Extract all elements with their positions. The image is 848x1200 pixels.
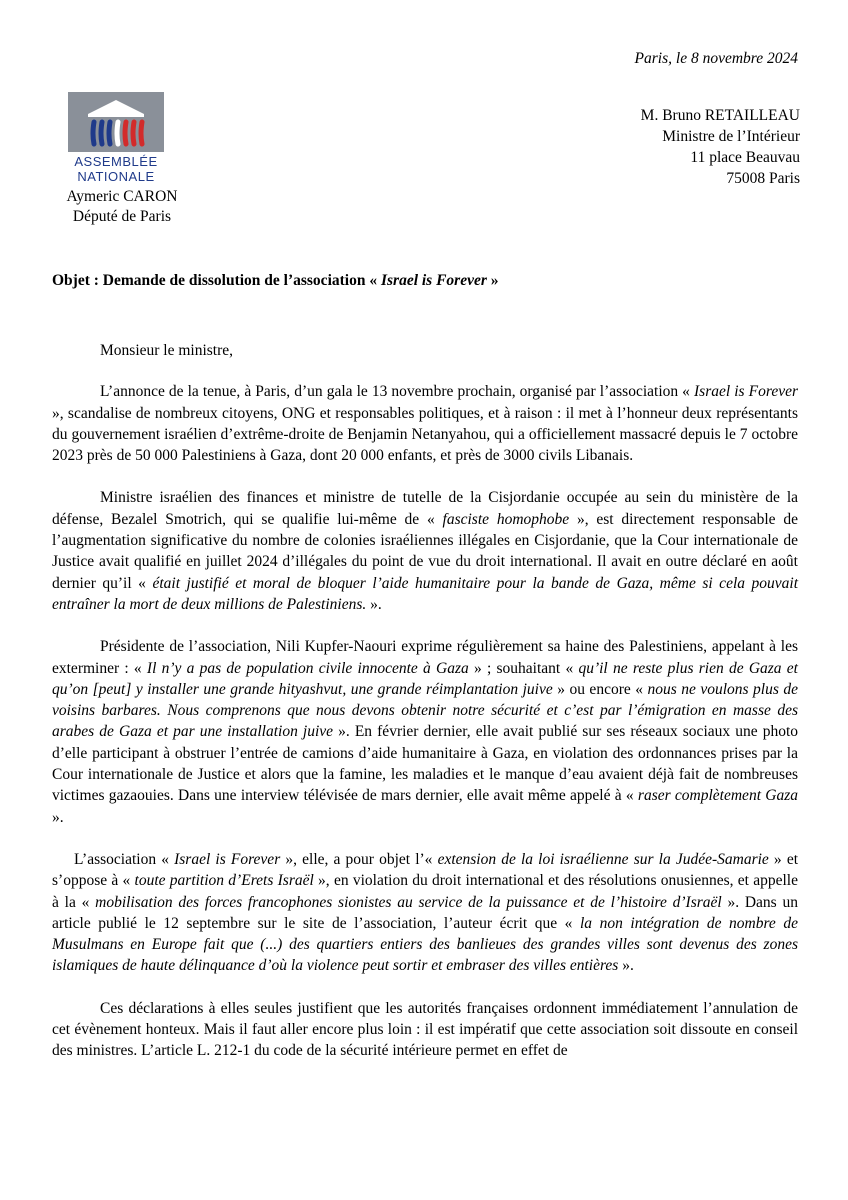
sender-block (52, 187, 192, 227)
paragraph-5: Ces déclarations à elles seules justifient que les autorités françaises ordonnent immédiatement l’annulation de cet évènement honteux. Mais il faut aller encore plus loin : il est impératif que cette association soit dissoute en conseil des ministres. L’article L. 212-1 du code de la sécurité intérieure permet en effet de (52, 999, 798, 1060)
p1-italic-b: Israel is Forever (694, 383, 798, 401)
p2-text-c: », est directement responsable de l’augmentation significative du nombre de colonies israéliennes illégales en Cisjordanie, que la Cour internationale de Justice avait qualifié en juillet 2024 d’illégales du point de vue du droit international. Il avait en outre déclaré en août dernier qu’il « (52, 510, 799, 592)
p2-text-e: ». (366, 595, 382, 613)
p4-text-k: ». (618, 957, 634, 975)
paragraph-1 (52, 381, 798, 466)
sender-name: Aymeric CARON (66, 188, 178, 205)
p3-text-c: » ; souhaitant « (468, 659, 579, 677)
p3-text-g: ». En février dernier, elle avait publié sur ses réseaux sociaux une photo d’elle participant à obstruer l’entrée de camions d’aide humanitaire à Gaza, en violation des ordonnances prises par la Cour internationale de Justice et alors que la famine, les maladies et le manque d’eau avaient déjà fait de nombreuses victimes gazaouies. Dans une interview télévisée de mars dernier, elle avait même appelé à « (52, 723, 798, 805)
p3-text-a: Présidente de l’association, Nili Kupfer-Naouri exprime régulièrement sa haine des Palestiniens, appelant à les exterminer : « (52, 638, 798, 677)
p1-text-a: L’annonce de la tenue, à Paris, d’un gala le 13 novembre prochain, organisé par l’association « (100, 383, 695, 401)
recipient-address: 11 place Beauvau (690, 149, 800, 166)
assemblee-nationale-logo (66, 92, 166, 184)
subject-close: » (486, 272, 499, 289)
p4-text-a: L’association « (74, 850, 175, 868)
subject-label: Objet : Demande de dissolution de l’association « (52, 272, 381, 289)
recipient-city: 75008 Paris (726, 170, 800, 187)
p3-text-e: » ou encore « (552, 680, 648, 698)
p4-italic-h: mobilisation des forces francophones sionistes au service de la puissance et de l’histoire d’Israël (95, 893, 722, 911)
p2-italic-b: fasciste homophobe (442, 510, 570, 528)
p3-text-i: ». (52, 808, 64, 826)
p4-italic-b: Israel is Forever (174, 850, 281, 868)
letter-body (52, 340, 798, 1083)
p3-italic-f: nous ne voulons plus de voisins barbares. Nous comprenons que nous devons obtenir notre sécurité et c’est par l’émigration en masse des arabes de Gaza et par une installation juive (52, 680, 798, 741)
subject-line (52, 272, 499, 290)
p3-italic-h: raser complètement Gaza (637, 787, 798, 805)
logo-line-2: NATIONALE (77, 169, 155, 184)
p4-text-i: ». Dans un article publié le 12 septembre sur le site de l’association, l’auteur écrit que « (52, 893, 798, 932)
p3-italic-d: qu’il ne reste plus rien de Gaza et qu’on [peut] y installer une grande hityashvut, une grande réimplantation juive (52, 659, 798, 698)
p2-italic-d: était justifié et moral de bloquer l’aide humanitaire pour la bande de Gaza, même si cela pouvait entraîner la mort de deux millions de Palestiniens. (52, 574, 799, 613)
p4-text-c: », elle, a pour objet l’« (280, 850, 438, 868)
recipient-block (641, 105, 800, 189)
p4-italic-j: la non intégration de nombre de Musulmans en Europe fait que (...) des quartiers entiers des banlieues des grandes villes sont devenus des zones islamiques de haute délinquance d’où la violence peut sortir et embraser des villes entières (52, 914, 798, 975)
p3-italic-b: Il n’y a pas de population civile innocente à Gaza (146, 659, 469, 677)
sender-title: Député de Paris (72, 208, 172, 225)
p4-italic-d: extension de la loi israélienne sur la Judée-Samarie (437, 850, 769, 868)
subject-title: Israel is Forever (380, 272, 487, 289)
p2-text-a: Ministre israélien des finances et ministre de tutelle de la Cisjordanie occupée au sein du ministère de la défense, Bezalel Smotrich, qui se qualifie lui-même de « (52, 489, 798, 528)
assemblee-emblem-icon (68, 92, 164, 152)
p4-italic-f: toute partition d’Erets Israël (134, 872, 314, 890)
paragraph-2 (52, 487, 798, 615)
p1-text-c: », scandalise de nombreux citoyens, ONG et responsables politiques, et à raison : il met à l’honneur deux représentants du gouvernement israélien d’extrême-droite de Benjamin Netanyahou, qui a officiellement massacré depuis le 7 octobre 2023 près de 50 000 Palestiniens à Gaza, dont 20 000 enfants, et près de 3000 civils Libanais. (52, 404, 798, 465)
paragraph-4 (52, 849, 798, 977)
recipient-name: M. Bruno RETAILLEAU (640, 107, 800, 124)
letter-date: Paris, le 8 novembre 2024 (634, 50, 798, 67)
p4-text-g: », en violation du droit international et des résolutions onusiennes, et appelle à la « (52, 872, 798, 911)
salutation: Monsieur le ministre, (100, 342, 234, 359)
paragraph-3 (52, 636, 798, 828)
recipient-role: Ministre de l’Intérieur (662, 128, 800, 145)
p4-text-e: » et s’oppose à « (52, 850, 799, 890)
logo-line-1: ASSEMBLÉE (74, 154, 158, 169)
